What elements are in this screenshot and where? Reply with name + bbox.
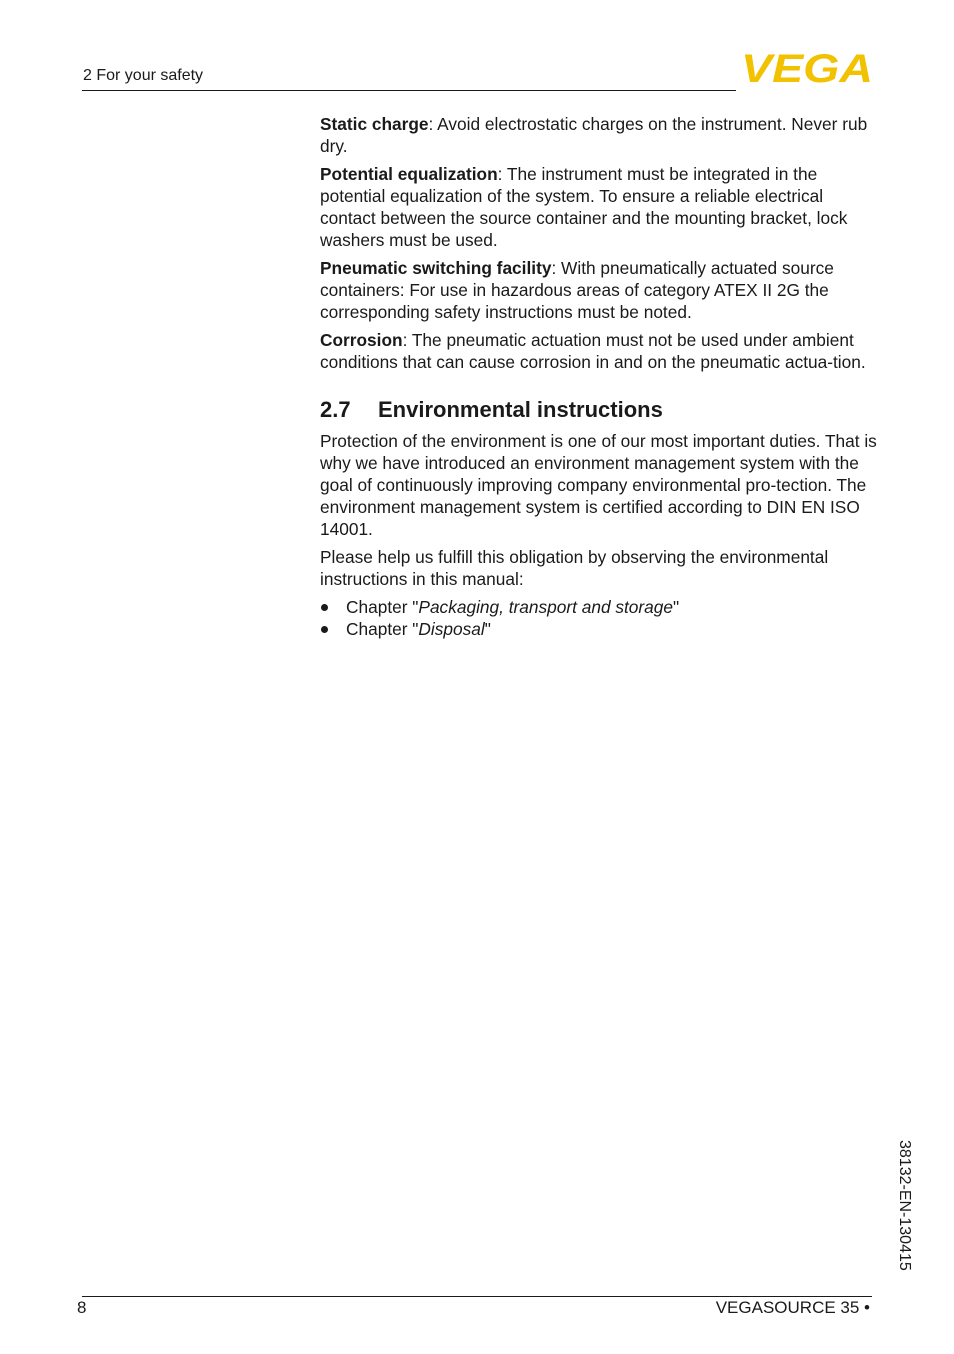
static-charge-paragraph: Static charge: Avoid electrostatic charges on the instrument. Never rub dry.	[320, 114, 868, 156]
vega-logo	[741, 50, 873, 86]
term: Corrosion	[320, 330, 403, 350]
product-name: VEGASOURCE 35 •	[715, 1298, 870, 1317]
running-header: 2 For your safety	[83, 67, 204, 84]
term: Static charge	[320, 114, 429, 134]
section-title: Environmental instructions	[378, 397, 663, 422]
main-content	[320, 113, 880, 640]
potential-equalization-paragraph: Potential equalization: The instrument must be integrated in the potential equalization of the system. To ensure a reliable electrical contact between the source container and the mounting bracket, lock washers must be used.	[320, 164, 848, 250]
section-number: 2.7	[320, 397, 351, 422]
footer-divider	[82, 1296, 872, 1297]
logo-text: VEGA	[741, 50, 873, 86]
obligation-paragraph: Please help us fulfill this obligation by observing the environmental instructions in this manual:	[320, 547, 829, 589]
list-item: Chapter "Disposal"	[320, 618, 880, 640]
environment-paragraph: Protection of the environment is one of our most important duties. That is why we have introduced an environment management system with the goal of continuously improving company environmental pro-tection. The environment management system is certified according to DIN EN ISO 14001.	[320, 431, 877, 539]
corrosion-paragraph: Corrosion: The pneumatic actuation must not be used under ambient conditions that can cause corrosion in and on the pneumatic actua-tion.	[320, 330, 866, 372]
list-item: Chapter "Packaging, transport and storage"	[320, 596, 880, 618]
chapter-list	[320, 596, 880, 640]
document-code: 38132-EN-130415	[896, 1140, 913, 1271]
term: Potential equalization	[320, 164, 498, 184]
page-number: 8	[77, 1298, 87, 1317]
header-divider	[82, 90, 736, 91]
pneumatic-paragraph: Pneumatic switching facility: With pneumatically actuated source containers: For use in hazardous areas of category ATEX II 2G the corresponding safety instructions must be noted.	[320, 258, 834, 322]
term: Pneumatic switching facility	[320, 258, 552, 278]
section-heading	[320, 395, 880, 425]
